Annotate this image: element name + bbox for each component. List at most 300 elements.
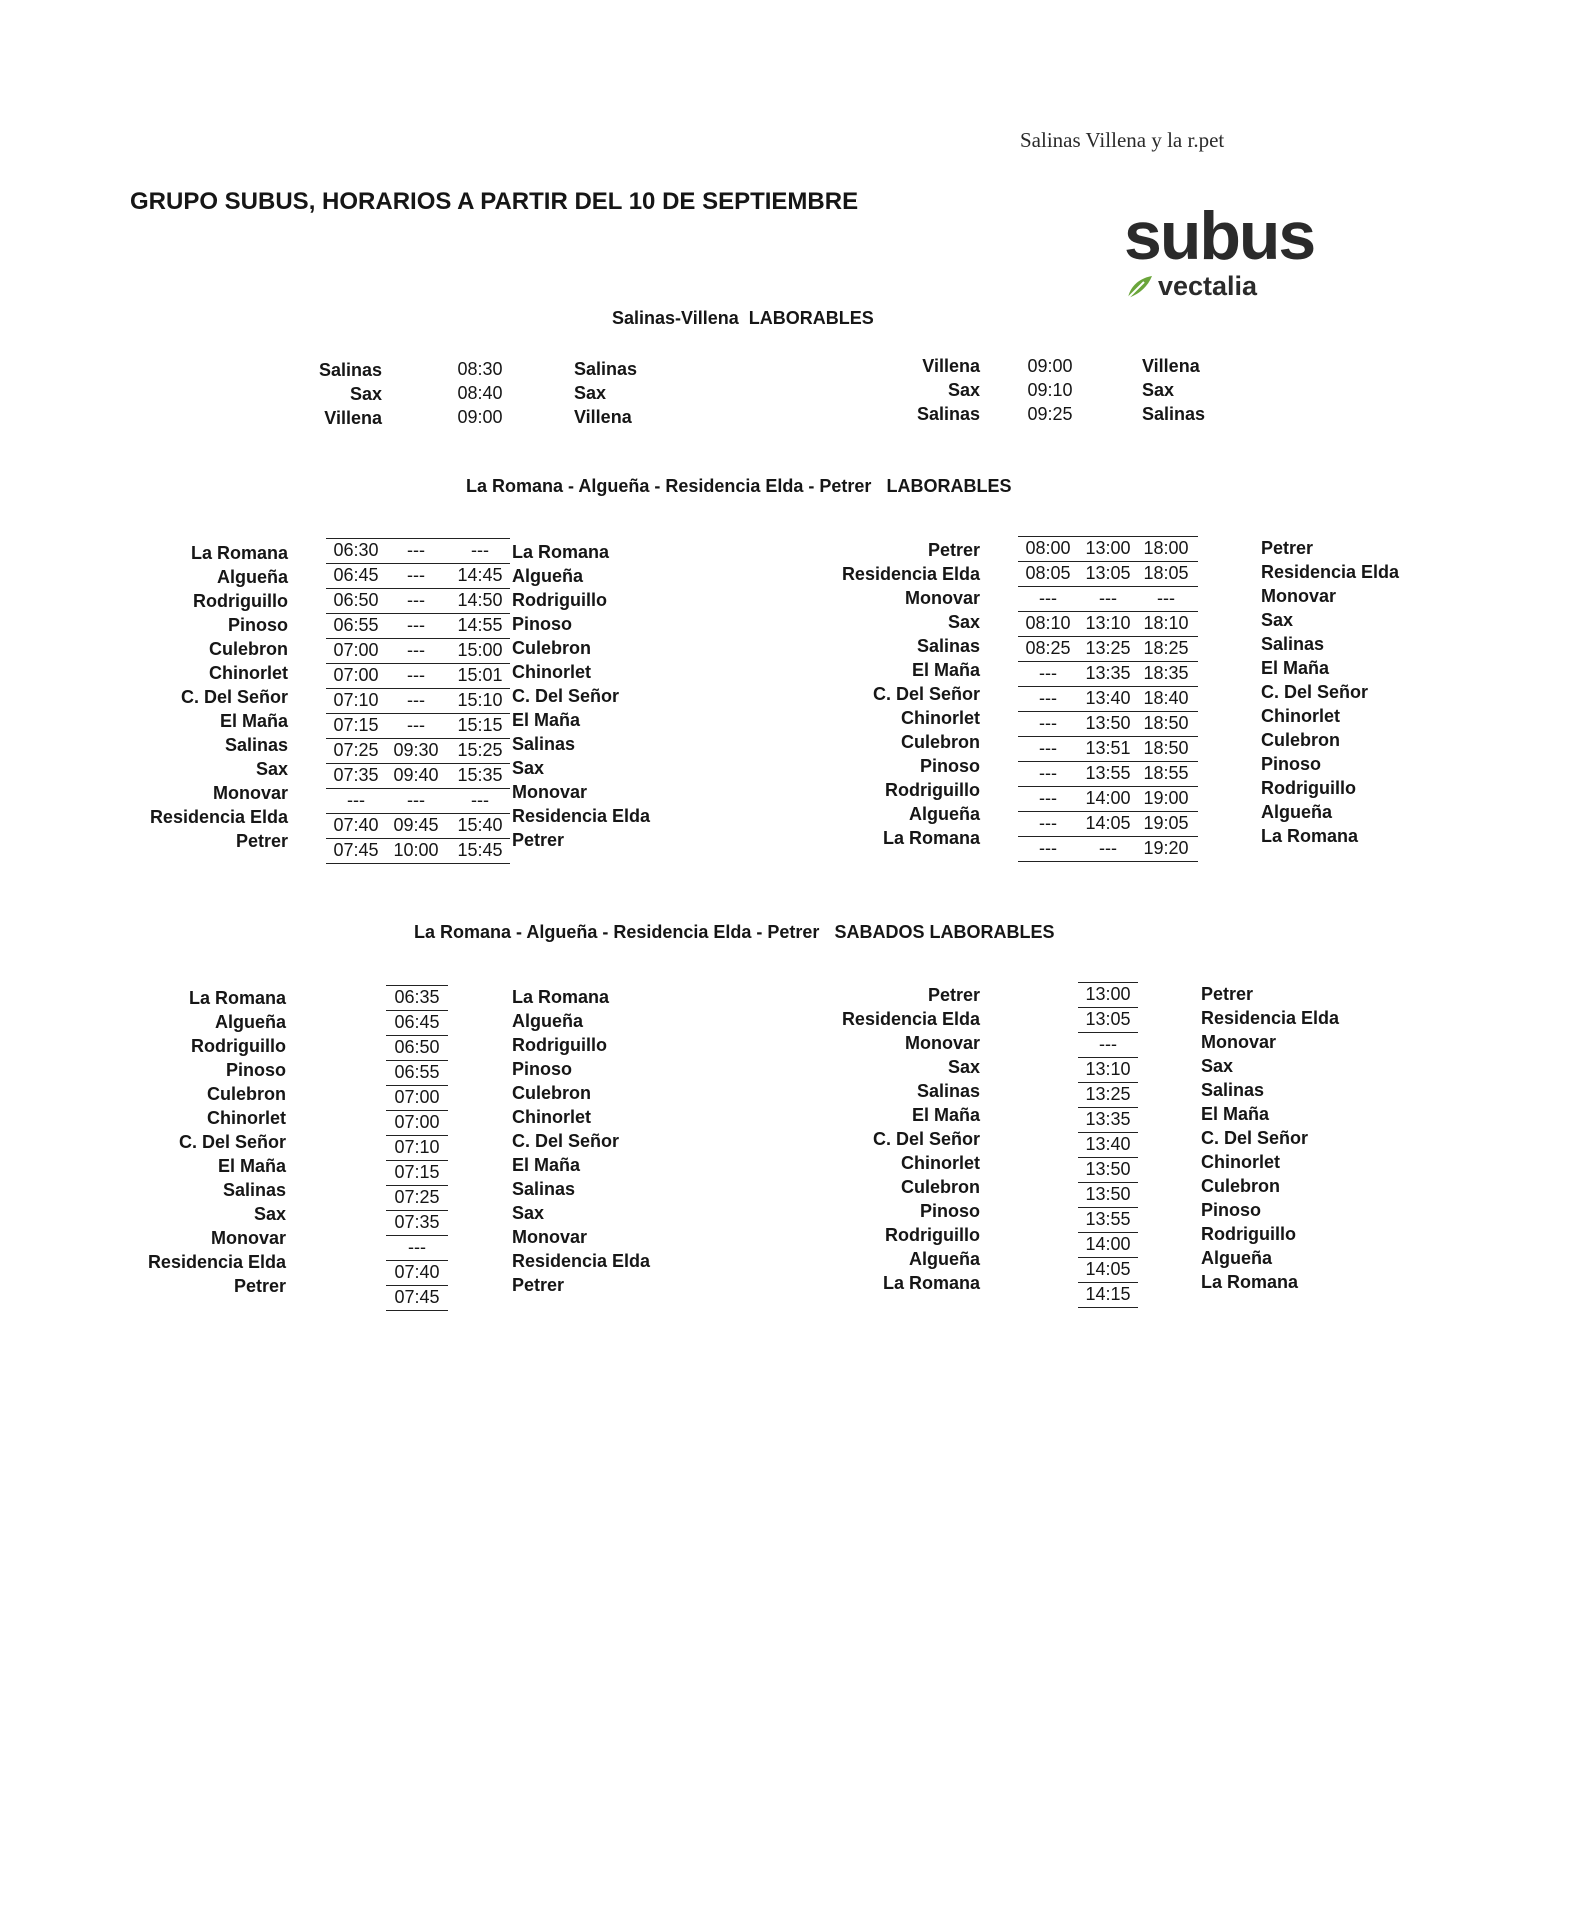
s1-right-to xyxy=(1142,354,1205,426)
time-cell: 15:15 xyxy=(457,715,503,735)
time-cell: 13:00 xyxy=(1085,984,1131,1004)
s3-left-stops xyxy=(100,986,286,1298)
leaf-icon xyxy=(1124,272,1154,302)
time-cell: 15:40 xyxy=(457,815,503,835)
time-cell: 09:30 xyxy=(393,740,439,760)
stop-label: Monovar xyxy=(904,1033,980,1053)
stop-label: Monovar xyxy=(512,782,588,802)
stop-label: Pinoso xyxy=(512,614,573,634)
section-salinas-villena-heading xyxy=(612,308,874,329)
table-row xyxy=(386,1036,448,1061)
section-route: Salinas-Villena xyxy=(612,308,739,328)
time-cell: 06:30 xyxy=(333,540,379,560)
table-row xyxy=(1018,712,1198,737)
stop-label: Villena xyxy=(324,408,382,428)
stop-label: El Maña xyxy=(911,660,980,680)
time-cell: --- xyxy=(1039,788,1057,808)
stop-label: C. Del Señor xyxy=(180,687,288,707)
table-row xyxy=(1018,812,1198,837)
time-cell: 14:15 xyxy=(1085,1284,1131,1304)
time-cell: 06:55 xyxy=(333,615,379,635)
table-row xyxy=(1078,1158,1138,1183)
time-cell: --- xyxy=(407,590,425,610)
table-row xyxy=(1078,1083,1138,1108)
stop-label: Residencia Elda xyxy=(512,806,651,826)
s2-left-to xyxy=(512,540,650,852)
time-cell: 14:55 xyxy=(457,615,503,635)
table-row xyxy=(1018,637,1198,662)
table-row xyxy=(1018,762,1198,787)
table-row xyxy=(1078,1033,1138,1058)
s2-right-to xyxy=(1261,536,1399,848)
s1-left-to xyxy=(574,357,637,429)
table-row xyxy=(1018,837,1198,862)
time-cell: 14:05 xyxy=(1085,1259,1131,1279)
time-cell: 07:45 xyxy=(394,1287,440,1307)
time-cell: 14:45 xyxy=(457,565,503,585)
table-row xyxy=(1018,737,1198,762)
stop-label: Salinas xyxy=(574,359,638,379)
stop-label: Petrer xyxy=(512,830,565,850)
stop-label: El Maña xyxy=(512,1155,581,1175)
stop-label: Chinorlet xyxy=(901,708,980,728)
time-cell: 07:15 xyxy=(333,715,379,735)
stop-label: Culebron xyxy=(207,1084,286,1104)
stop-label: Salinas xyxy=(224,735,288,755)
stop-label: Villena xyxy=(1142,356,1200,376)
section-route: La Romana - Algueña - Residencia Elda - Petrer xyxy=(414,922,820,942)
s2-left-stops xyxy=(100,541,288,853)
time-cell: 19:20 xyxy=(1143,838,1189,858)
s3-left-times xyxy=(386,985,448,1311)
time-cell: 09:10 xyxy=(1027,380,1073,400)
stop-label: Monovar xyxy=(1201,1032,1277,1052)
stop-label: Sax xyxy=(1261,610,1294,630)
stop-label: Residencia Elda xyxy=(841,564,980,584)
table-row xyxy=(1018,687,1198,712)
table-row xyxy=(386,1186,448,1211)
stop-label: Salinas xyxy=(1261,634,1325,654)
stop-label: Salinas xyxy=(1142,404,1206,424)
table-row xyxy=(1078,1208,1138,1233)
table-row xyxy=(386,1261,448,1286)
stop-label: La Romana xyxy=(1261,826,1359,846)
time-cell: 13:51 xyxy=(1085,738,1131,758)
stop-label: Salinas xyxy=(916,636,980,656)
time-cell: 13:25 xyxy=(1085,638,1131,658)
table-row xyxy=(386,1236,448,1261)
table-row xyxy=(1018,587,1198,612)
stop-label: Rodriguillo xyxy=(512,590,607,610)
table-row xyxy=(1018,612,1198,637)
stop-label: Sax xyxy=(1142,380,1175,400)
stop-label: Petrer xyxy=(233,1276,286,1296)
table-row xyxy=(386,1111,448,1136)
stop-label: C. Del Señor xyxy=(872,684,980,704)
s2-right-stops xyxy=(800,538,980,850)
stop-label: La Romana xyxy=(1201,1272,1299,1292)
table-row xyxy=(326,714,510,739)
time-cell: 13:00 xyxy=(1085,538,1131,558)
time-cell: --- xyxy=(1099,838,1117,858)
stop-label: Pinoso xyxy=(1201,1200,1262,1220)
time-cell: 08:10 xyxy=(1025,613,1071,633)
time-cell: 13:50 xyxy=(1085,1184,1131,1204)
stop-label: Salinas xyxy=(222,1180,286,1200)
page-title: GRUPO SUBUS, HORARIOS A PARTIR DEL 10 DE SEPTIEMBRE xyxy=(130,188,859,215)
table-row xyxy=(326,789,510,814)
stop-label: Algueña xyxy=(1201,1248,1273,1268)
stop-label: Sax xyxy=(253,1204,286,1224)
time-cell: 07:40 xyxy=(394,1262,440,1282)
stop-label: C. Del Señor xyxy=(872,1129,980,1149)
time-cell: --- xyxy=(1039,838,1057,858)
table-row xyxy=(1078,1008,1138,1033)
stop-label: Villena xyxy=(922,356,980,376)
s3-right-times xyxy=(1078,982,1138,1308)
stop-label: Rodriguillo xyxy=(1201,1224,1296,1244)
stop-label: Algueña xyxy=(908,804,980,824)
stop-label: El Maña xyxy=(1201,1104,1270,1124)
time-cell: 14:00 xyxy=(1085,1234,1131,1254)
stop-label: Pinoso xyxy=(919,1201,980,1221)
time-cell: --- xyxy=(1039,688,1057,708)
time-cell: --- xyxy=(1039,813,1057,833)
table-row xyxy=(326,689,510,714)
stop-label: Rodriguillo xyxy=(191,1036,286,1056)
table-row xyxy=(326,739,510,764)
stop-label: Sax xyxy=(512,758,545,778)
stop-label: Rodriguillo xyxy=(885,1225,980,1245)
stop-label: La Romana xyxy=(188,988,286,1008)
stop-label: Algueña xyxy=(908,1249,980,1269)
time-cell: 06:50 xyxy=(394,1037,440,1057)
time-cell: 18:55 xyxy=(1143,763,1189,783)
section-type: LABORABLES xyxy=(748,308,874,328)
subus-logo: subus xyxy=(1124,198,1315,274)
time-cell: 07:35 xyxy=(333,765,379,785)
time-cell: 07:00 xyxy=(333,640,379,660)
table-row xyxy=(1018,787,1198,812)
table-row xyxy=(1078,1183,1138,1208)
stop-label: La Romana xyxy=(882,1273,980,1293)
time-cell: 08:40 xyxy=(457,383,503,403)
s3-right-stops xyxy=(800,983,980,1295)
time-cell: --- xyxy=(407,715,425,735)
time-cell: --- xyxy=(407,790,425,810)
time-cell: 13:05 xyxy=(1085,1009,1131,1029)
time-cell: 07:45 xyxy=(333,840,379,860)
table-row xyxy=(326,614,510,639)
time-cell: 09:25 xyxy=(1027,404,1073,424)
time-cell: 07:10 xyxy=(394,1137,440,1157)
time-cell: --- xyxy=(1157,588,1175,608)
table-row xyxy=(1078,1283,1138,1308)
stop-label: Monovar xyxy=(512,1227,588,1247)
table-row xyxy=(1078,1058,1138,1083)
table-row xyxy=(326,564,510,589)
stop-label: Chinorlet xyxy=(1201,1152,1280,1172)
stop-label: Monovar xyxy=(212,783,288,803)
table-row xyxy=(326,539,510,564)
time-cell: 18:50 xyxy=(1143,713,1189,733)
stop-label: C. Del Señor xyxy=(1201,1128,1309,1148)
time-cell: --- xyxy=(407,565,425,585)
table-row xyxy=(326,814,510,839)
time-cell: 09:45 xyxy=(393,815,439,835)
time-cell: 06:45 xyxy=(394,1012,440,1032)
table-row xyxy=(1018,537,1198,562)
s1-right-from xyxy=(860,354,980,426)
stop-label: Salinas xyxy=(512,1179,576,1199)
table-row xyxy=(386,1161,448,1186)
stop-label: La Romana xyxy=(882,828,980,848)
section-laborables-heading xyxy=(466,476,1011,497)
stop-label: Sax xyxy=(255,759,288,779)
stop-label: Rodriguillo xyxy=(512,1035,607,1055)
stop-label: Rodriguillo xyxy=(885,780,980,800)
s1-left-from xyxy=(280,358,382,430)
time-cell: 18:25 xyxy=(1143,638,1189,658)
stop-label: La Romana xyxy=(512,987,610,1007)
time-cell: --- xyxy=(1099,1034,1117,1054)
section-sabados-heading xyxy=(414,922,1054,943)
table-row xyxy=(1078,983,1138,1008)
stop-label: Rodriguillo xyxy=(1261,778,1356,798)
stop-label: Sax xyxy=(349,384,382,404)
time-cell: 19:00 xyxy=(1143,788,1189,808)
time-cell: --- xyxy=(471,540,489,560)
stop-label: Sax xyxy=(947,612,980,632)
stop-label: Culebron xyxy=(1261,730,1340,750)
stop-label: Culebron xyxy=(1201,1176,1280,1196)
stop-label: Residencia Elda xyxy=(841,1009,980,1029)
stop-label: El Maña xyxy=(217,1156,286,1176)
stop-label: C. Del Señor xyxy=(512,1131,620,1151)
stop-label: Salinas xyxy=(318,360,382,380)
stop-label: Residencia Elda xyxy=(149,807,288,827)
stop-label: Residencia Elda xyxy=(1261,562,1400,582)
time-cell: 13:40 xyxy=(1085,1134,1131,1154)
stop-label: Culebron xyxy=(512,638,591,658)
time-cell: 15:00 xyxy=(457,640,503,660)
stop-label: Culebron xyxy=(512,1083,591,1103)
stop-label: Pinoso xyxy=(512,1059,573,1079)
stop-label: Monovar xyxy=(904,588,980,608)
section-route: La Romana - Algueña - Residencia Elda - Petrer xyxy=(466,476,872,496)
stop-label: Pinoso xyxy=(919,756,980,776)
table-row xyxy=(386,1211,448,1236)
time-cell: 08:25 xyxy=(1025,638,1071,658)
s2-right-times xyxy=(1018,536,1198,862)
stop-label: Algueña xyxy=(216,567,288,587)
vectalia-logo: vectalia xyxy=(1158,271,1258,301)
table-row xyxy=(326,664,510,689)
time-cell: 06:45 xyxy=(333,565,379,585)
time-cell: --- xyxy=(407,540,425,560)
time-cell: 07:25 xyxy=(394,1187,440,1207)
table-row xyxy=(386,1136,448,1161)
time-cell: 07:00 xyxy=(394,1087,440,1107)
time-cell: 07:00 xyxy=(333,665,379,685)
time-cell: --- xyxy=(1039,738,1057,758)
stop-label: C. Del Señor xyxy=(1261,682,1369,702)
time-cell: 06:35 xyxy=(394,987,440,1007)
stop-label: Petrer xyxy=(1261,538,1314,558)
time-cell: 14:50 xyxy=(457,590,503,610)
time-cell: --- xyxy=(1039,763,1057,783)
stop-label: Petrer xyxy=(512,1275,565,1295)
table-row xyxy=(1078,1258,1138,1283)
time-cell: 13:10 xyxy=(1085,1059,1131,1079)
stop-label: Villena xyxy=(574,407,632,427)
time-cell: 14:00 xyxy=(1085,788,1131,808)
table-row xyxy=(386,1286,448,1311)
stop-label: Chinorlet xyxy=(207,1108,286,1128)
table-row xyxy=(386,1011,448,1036)
stop-label: La Romana xyxy=(512,542,610,562)
table-row xyxy=(326,764,510,789)
time-cell: 18:50 xyxy=(1143,738,1189,758)
table-row xyxy=(1078,1233,1138,1258)
time-cell: 07:10 xyxy=(333,690,379,710)
table-row xyxy=(1018,662,1198,687)
time-cell: 15:01 xyxy=(457,665,503,685)
stop-label: Monovar xyxy=(1261,586,1337,606)
time-cell: 13:55 xyxy=(1085,1209,1131,1229)
stop-label: Residencia Elda xyxy=(1201,1008,1340,1028)
table-row xyxy=(386,1061,448,1086)
stop-label: Residencia Elda xyxy=(512,1251,651,1271)
table-row xyxy=(386,986,448,1011)
time-cell: 18:00 xyxy=(1143,538,1189,558)
time-cell: 13:55 xyxy=(1085,763,1131,783)
time-cell: --- xyxy=(407,615,425,635)
stop-label: Sax xyxy=(1201,1056,1234,1076)
table-row xyxy=(1018,562,1198,587)
table-row xyxy=(326,839,510,864)
time-cell: --- xyxy=(408,1237,426,1257)
stop-label: Petrer xyxy=(1201,984,1254,1004)
stop-label: Algueña xyxy=(214,1012,286,1032)
stop-label: Chinorlet xyxy=(1261,706,1340,726)
time-cell: 09:00 xyxy=(457,407,503,427)
time-cell: --- xyxy=(1039,588,1057,608)
time-cell: 15:10 xyxy=(457,690,503,710)
s3-right-to xyxy=(1201,982,1339,1294)
time-cell: 07:15 xyxy=(394,1162,440,1182)
section-type: SABADOS LABORABLES xyxy=(834,922,1055,942)
time-cell: --- xyxy=(1039,663,1057,683)
time-cell: 08:05 xyxy=(1025,563,1071,583)
stop-label: Sax xyxy=(512,1203,545,1223)
stop-label: Rodriguillo xyxy=(193,591,288,611)
stop-label: Pinoso xyxy=(227,615,288,635)
stop-label: Sax xyxy=(947,380,980,400)
time-cell: 07:00 xyxy=(394,1112,440,1132)
time-cell: 13:50 xyxy=(1085,1159,1131,1179)
stop-label: Salinas xyxy=(916,404,980,424)
time-cell: 13:40 xyxy=(1085,688,1131,708)
stop-label: Sax xyxy=(947,1057,980,1077)
stop-label: Algueña xyxy=(1261,802,1333,822)
stop-label: Petrer xyxy=(927,985,980,1005)
stop-label: Salinas xyxy=(916,1081,980,1101)
time-cell: --- xyxy=(347,790,365,810)
time-cell: 18:05 xyxy=(1143,563,1189,583)
time-cell: 19:05 xyxy=(1143,813,1189,833)
time-cell: 14:05 xyxy=(1085,813,1131,833)
s3-left-to xyxy=(512,985,650,1297)
stop-label: Petrer xyxy=(927,540,980,560)
section-type: LABORABLES xyxy=(886,476,1012,496)
stop-label: Sax xyxy=(574,383,607,403)
time-cell: 13:35 xyxy=(1085,663,1131,683)
stop-label: Pinoso xyxy=(225,1060,286,1080)
stop-label: El Maña xyxy=(911,1105,980,1125)
table-row xyxy=(1078,1108,1138,1133)
time-cell: 06:50 xyxy=(333,590,379,610)
time-cell: 07:25 xyxy=(333,740,379,760)
stop-label: Algueña xyxy=(512,1011,584,1031)
time-cell: 18:10 xyxy=(1143,613,1189,633)
stop-label: El Maña xyxy=(512,710,581,730)
stop-label: Algueña xyxy=(512,566,584,586)
stop-label: El Maña xyxy=(219,711,288,731)
time-cell: 15:25 xyxy=(457,740,503,760)
s1-right-times xyxy=(1020,354,1080,426)
stop-label: Salinas xyxy=(1201,1080,1265,1100)
time-cell: 07:40 xyxy=(333,815,379,835)
time-cell: 08:00 xyxy=(1025,538,1071,558)
time-cell: --- xyxy=(407,665,425,685)
time-cell: 09:00 xyxy=(1027,356,1073,376)
time-cell: 13:05 xyxy=(1085,563,1131,583)
stop-label: Petrer xyxy=(235,831,288,851)
table-row xyxy=(386,1086,448,1111)
time-cell: 10:00 xyxy=(393,840,439,860)
time-cell: --- xyxy=(407,640,425,660)
time-cell: 18:35 xyxy=(1143,663,1189,683)
time-cell: 13:50 xyxy=(1085,713,1131,733)
stop-label: Chinorlet xyxy=(512,1107,591,1127)
time-cell: 15:35 xyxy=(457,765,503,785)
stop-label: La Romana xyxy=(190,543,288,563)
s2-left-times xyxy=(326,538,510,864)
time-cell: --- xyxy=(1099,588,1117,608)
time-cell: 08:30 xyxy=(457,359,503,379)
stop-label: Residencia Elda xyxy=(147,1252,286,1272)
stop-label: Chinorlet xyxy=(209,663,288,683)
stop-label: C. Del Señor xyxy=(178,1132,286,1152)
handwritten-note: Salinas Villena y la r.pet xyxy=(1020,128,1225,152)
time-cell: 06:55 xyxy=(394,1062,440,1082)
time-cell: 13:10 xyxy=(1085,613,1131,633)
stop-label: C. Del Señor xyxy=(512,686,620,706)
s1-left-times xyxy=(450,357,510,429)
time-cell: 09:40 xyxy=(393,765,439,785)
stop-label: Pinoso xyxy=(1261,754,1322,774)
time-cell: --- xyxy=(1039,713,1057,733)
time-cell: 15:45 xyxy=(457,840,503,860)
stop-label: Chinorlet xyxy=(512,662,591,682)
table-row xyxy=(326,639,510,664)
time-cell: 07:35 xyxy=(394,1212,440,1232)
stop-label: Salinas xyxy=(512,734,576,754)
stop-label: Monovar xyxy=(210,1228,286,1248)
time-cell: 13:25 xyxy=(1085,1084,1131,1104)
stop-label: Culebron xyxy=(209,639,288,659)
